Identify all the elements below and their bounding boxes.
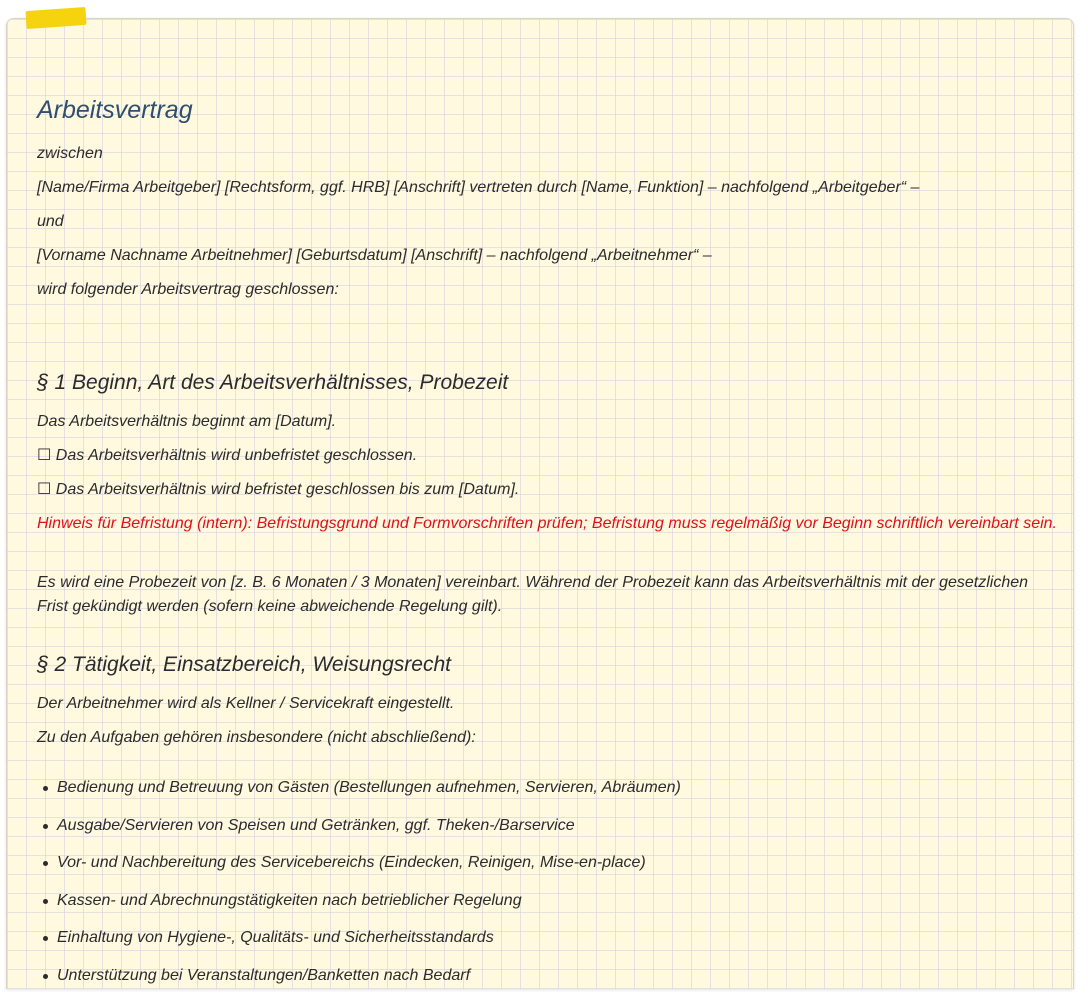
list-item: Vor- und Nachbereitung des Servicebereichs (Eindecken, Reinigen, Mise-en-place): [37, 851, 681, 889]
intro-employee: [Vorname Nachname Arbeitnehmer] [Geburtsdatum] [Anschrift] – nachfolgend „Arbeitnehmer“ –: [37, 247, 712, 264]
section-2-heading: § 2 Tätigkeit, Einsatzbereich, Weisungsrecht: [37, 653, 451, 676]
intro-employer: [Name/Firma Arbeitgeber] [Rechtsform, ggf. HRB] [Anschrift] vertreten durch [Name, Funktion] – nachfolgend „Arbeitgeber“ –: [37, 179, 920, 196]
checkbox-limited: ☐ Das Arbeitsverhältnis wird befristet geschlossen bis zum [Datum].: [37, 481, 520, 498]
intro-between: zwischen: [37, 145, 103, 162]
document-title: Arbeitsvertrag: [37, 96, 193, 124]
section-2-tasks-intro: Zu den Aufgaben gehören insbesondere (nicht abschließend):: [37, 729, 476, 746]
section-2-role: Der Arbeitnehmer wird als Kellner / Servicekraft eingestellt.: [37, 695, 455, 712]
probation-text: Es wird eine Probezeit von [z. B. 6 Monaten / 3 Monaten] vereinbart. Während der Probezeit kann das Arbeitsverhältnis mit der gesetzlichen Frist gekündigt werden (sofern keine abweichende Regelung gilt).: [37, 574, 1029, 615]
section-1-heading: § 1 Beginn, Art des Arbeitsverhältnisses, Probezeit: [37, 371, 509, 394]
task-list: [37, 776, 681, 1002]
intro-concluded: wird folgender Arbeitsvertrag geschlossen:: [37, 281, 339, 298]
limitation-hint: Hinweis für Befristung (intern): Befristungsgrund und Formvorschriften prüfen; Befristung muss regelmäßig vor Beginn schriftlich vereinbart sein.: [37, 515, 1057, 532]
document-sheet: [6, 18, 1074, 989]
list-item: Bedienung und Betreuung von Gästen (Bestellungen aufnehmen, Servieren, Abräumen): [37, 776, 681, 814]
checkbox-unlimited: ☐ Das Arbeitsverhältnis wird unbefristet geschlossen.: [37, 447, 418, 464]
list-item: Kassen- und Abrechnungstätigkeiten nach betrieblicher Regelung: [37, 889, 681, 927]
intro-and: und: [37, 213, 64, 230]
section-1-start: Das Arbeitsverhältnis beginnt am [Datum].: [37, 413, 337, 430]
list-item: Unterstützung bei Veranstaltungen/Banketten nach Bedarf: [37, 964, 681, 1002]
list-item: Einhaltung von Hygiene-, Qualitäts- und Sicherheitsstandards: [37, 926, 681, 964]
list-item: Ausgabe/Servieren von Speisen und Getränken, ggf. Theken-/Barservice: [37, 814, 681, 852]
